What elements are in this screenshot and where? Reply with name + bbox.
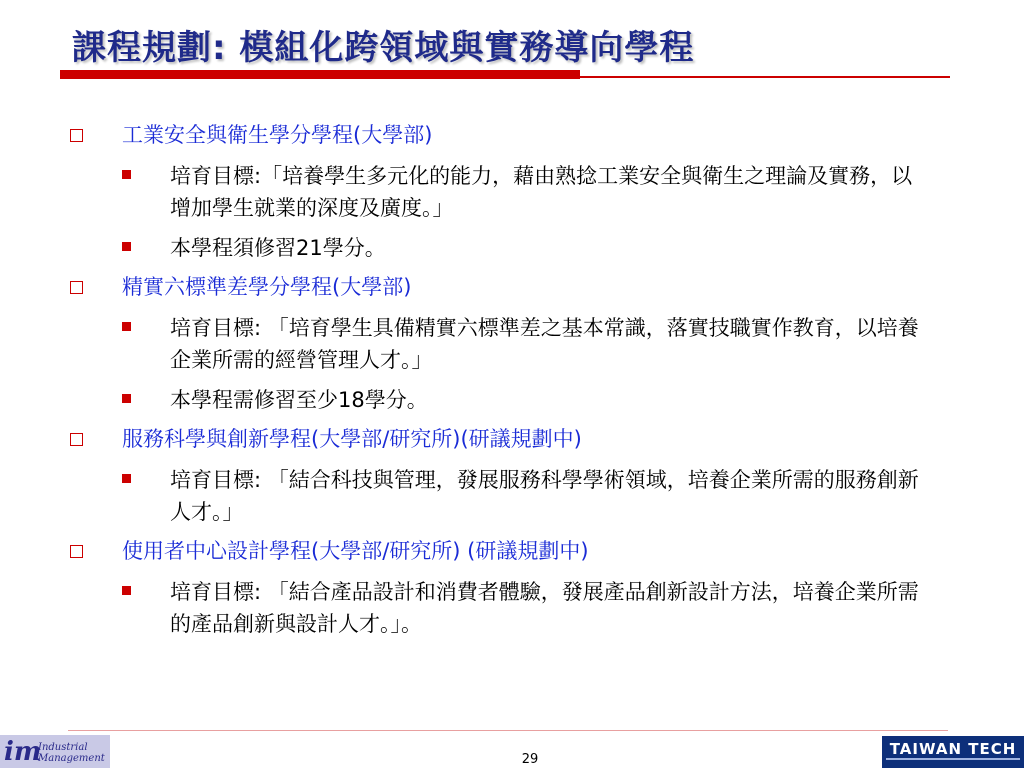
slide-title: 課程規劃: 模組化跨領域與實務導向學程 [72, 28, 695, 68]
program-detail [70, 384, 950, 416]
program-name: 使用者中心設計學程(大學部/研究所) (研議規劃中) [122, 539, 589, 563]
hollow-square-bullet-icon [70, 545, 83, 558]
industrial-management-logo [0, 735, 110, 768]
program-detail-text: 培育目標:「培養學生多元化的能力，藉由熟捻工業安全與衛生之理論及實務，以增加學生就業的深度及廣度。」 [170, 164, 913, 220]
program-item [70, 424, 950, 454]
program-detail [70, 464, 950, 528]
program-detail-text: 本學程須修習21學分。 [170, 236, 386, 260]
program-detail [70, 232, 950, 264]
filled-square-bullet-icon [122, 242, 131, 251]
taiwan-tech-logo-text: TAIWAN TECH [889, 740, 1017, 758]
program-detail-text: 培育目標: 「培育學生具備精實六標準差之基本常識，落實技職實作教育，以培養企業所需的經營管理人才。」 [170, 316, 919, 372]
im-logo-text [38, 742, 105, 764]
title-underline-thick [60, 70, 580, 79]
filled-square-bullet-icon [122, 394, 131, 403]
program-detail [70, 160, 950, 224]
program-item [70, 272, 950, 302]
title-underline-thin [580, 76, 950, 78]
slide-content [70, 120, 950, 648]
program-detail [70, 576, 950, 640]
program-name: 精實六標準差學分學程(大學部) [122, 275, 412, 299]
program-detail-text: 本學程需修習至少18學分。 [170, 388, 428, 412]
im-logo-line1: Industrial [38, 742, 88, 753]
program-name: 工業安全與衛生學分學程(大學部) [122, 123, 433, 147]
im-logo-mark: im [4, 737, 42, 767]
program-detail-text: 培育目標: 「結合產品設計和消費者體驗，發展產品創新設計方法，培養企業所需的產品創新與設計人才。」。 [170, 580, 919, 636]
taiwan-tech-logo-underline [886, 758, 1020, 760]
footer-divider [68, 730, 948, 731]
hollow-square-bullet-icon [70, 281, 83, 294]
program-item [70, 120, 950, 150]
filled-square-bullet-icon [122, 322, 131, 331]
page-number: 29 [521, 752, 539, 767]
program-item [70, 536, 950, 566]
filled-square-bullet-icon [122, 474, 131, 483]
im-logo-line2: Management [38, 753, 105, 764]
program-detail-text: 培育目標: 「結合科技與管理，發展服務科學學術領域，培養企業所需的服務創新人才。」 [170, 468, 919, 524]
hollow-square-bullet-icon [70, 433, 83, 446]
filled-square-bullet-icon [122, 170, 131, 179]
program-detail [70, 312, 950, 376]
taiwan-tech-logo [882, 736, 1024, 768]
hollow-square-bullet-icon [70, 129, 83, 142]
program-name: 服務科學與創新學程(大學部/研究所)(研議規劃中) [122, 427, 582, 451]
title-underline [60, 70, 950, 80]
filled-square-bullet-icon [122, 586, 131, 595]
